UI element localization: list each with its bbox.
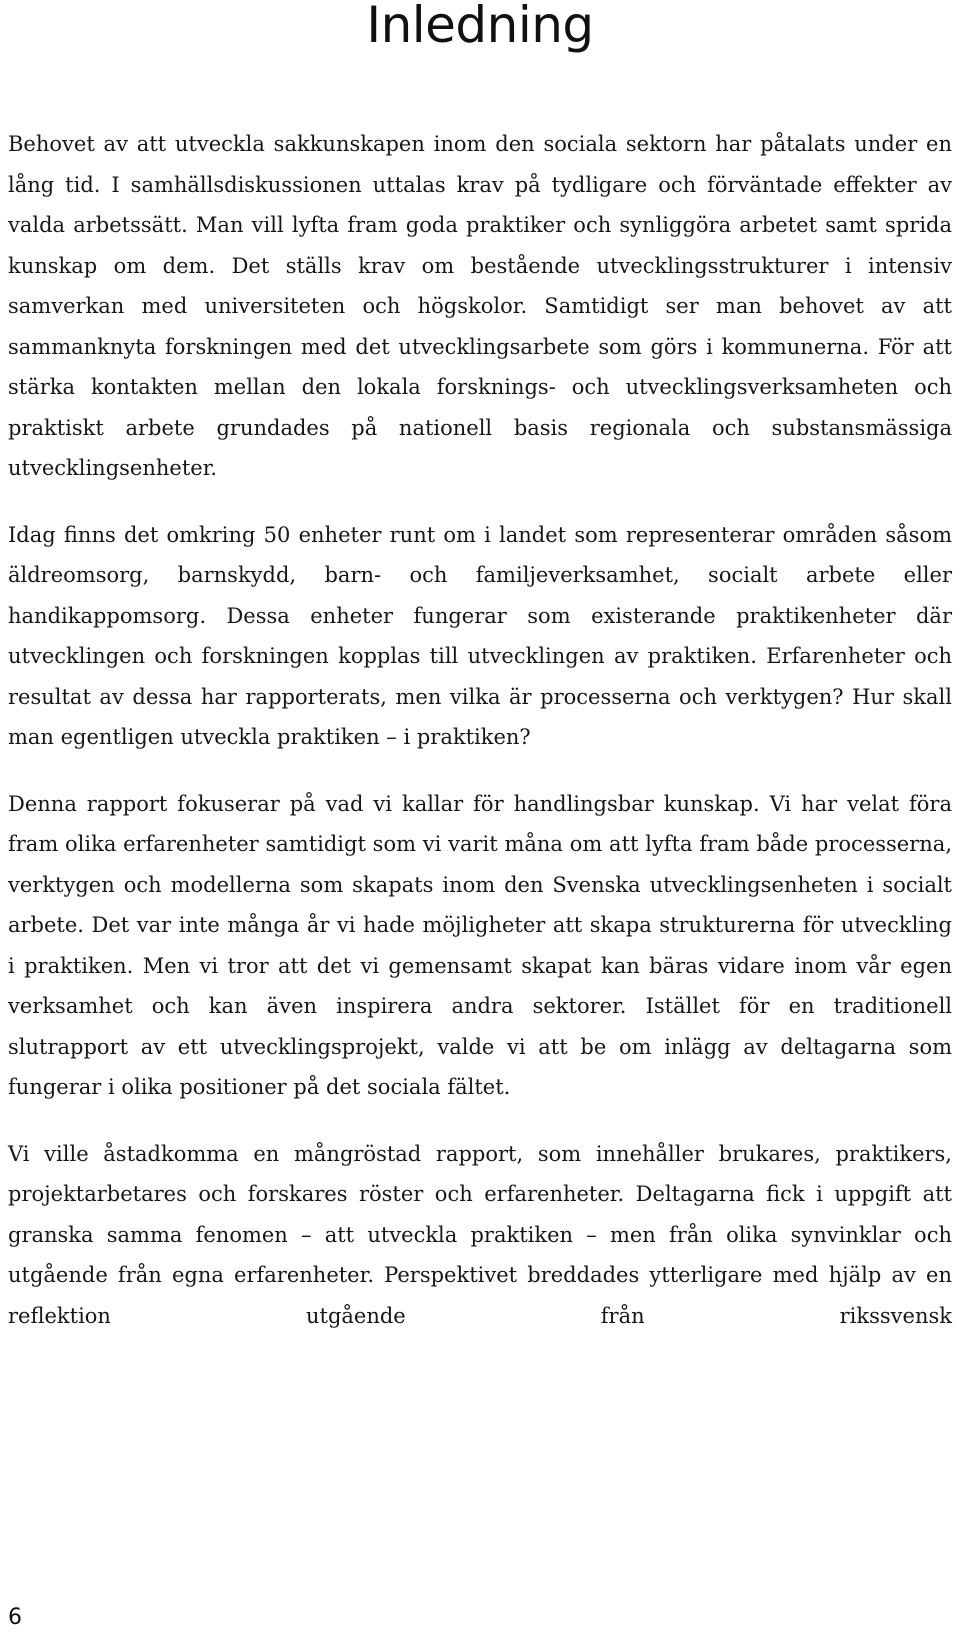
body-text (8, 124, 952, 1336)
page-number: 6 (8, 1605, 22, 1630)
paragraph-1: Behovet av att utveckla sakkunskapen inom den sociala sektorn har påtalats under en lång tid. I samhällsdiskussionen uttalas krav på tydligare och förväntade effekter av valda arbetssätt. Man vill lyfta fram goda praktiker och synliggöra arbetet samt sprida kunskap om dem. Det ställs krav om bestående utvecklingsstrukturer i intensiv samverkan med universiteten och högskolor. Samtidigt ser man behovet av att sammanknyta forskningen med det utvecklingsarbete som görs i kommunerna. För att stärka kontakten mellan den lokala forsknings- och utvecklingsverksamheten och praktiskt arbete grundades på nationell basis regionala och substansmässiga utvecklingsenheter. (8, 132, 952, 480)
paragraph-2: Idag finns det omkring 50 enheter runt om i landet som representerar områden såsom äldreomsorg, barnskydd, barn- och familjeverksamhet, socialt arbete eller handikappomsorg. Dessa enheter fungerar som existerande praktikenheter där utvecklingen och forskningen kopplas till utvecklingen av praktiken. Erfarenheter och resultat av dessa har rapporterats, men vilka är processerna och verktygen? Hur skall man egentligen utveckla praktiken – i praktiken? (8, 522, 952, 749)
paragraph-4: Vi ville åstadkomma en mångröstad rapport, som innehåller brukares, praktikers, projektarbetares och forskares röster och erfarenheter. Deltagarna fick i uppgift att granska samma fenomen – att utveckla praktiken – men från olika synvinklar och utgående från egna erfarenheter. Perspektivet breddades ytterligare med hjälp av en reflektion utgående från rikssvensk (8, 1141, 952, 1328)
page-title: Inledning (366, 0, 594, 54)
paragraph-3: Denna rapport fokuserar på vad vi kallar för handlingsbar kunskap. Vi har velat föra fram olika erfarenheter samtidigt som vi varit måna om att lyfta fram både processerna, verktygen och modellerna som skapats inom den Svenska utvecklingsenheten i socialt arbete. Det var inte många år vi hade möjligheter att skapa strukturerna för utveckling i praktiken. Men vi tror att det vi gemensamt skapat kan bäras vidare inom vår egen verksamhet och kan även inspirera andra sektorer. Istället för en traditionell slutrapport av ett utvecklingsprojekt, valde vi att be om inlägg av deltagarna som fungerar i olika positioner på det sociala fältet. (8, 791, 952, 1099)
